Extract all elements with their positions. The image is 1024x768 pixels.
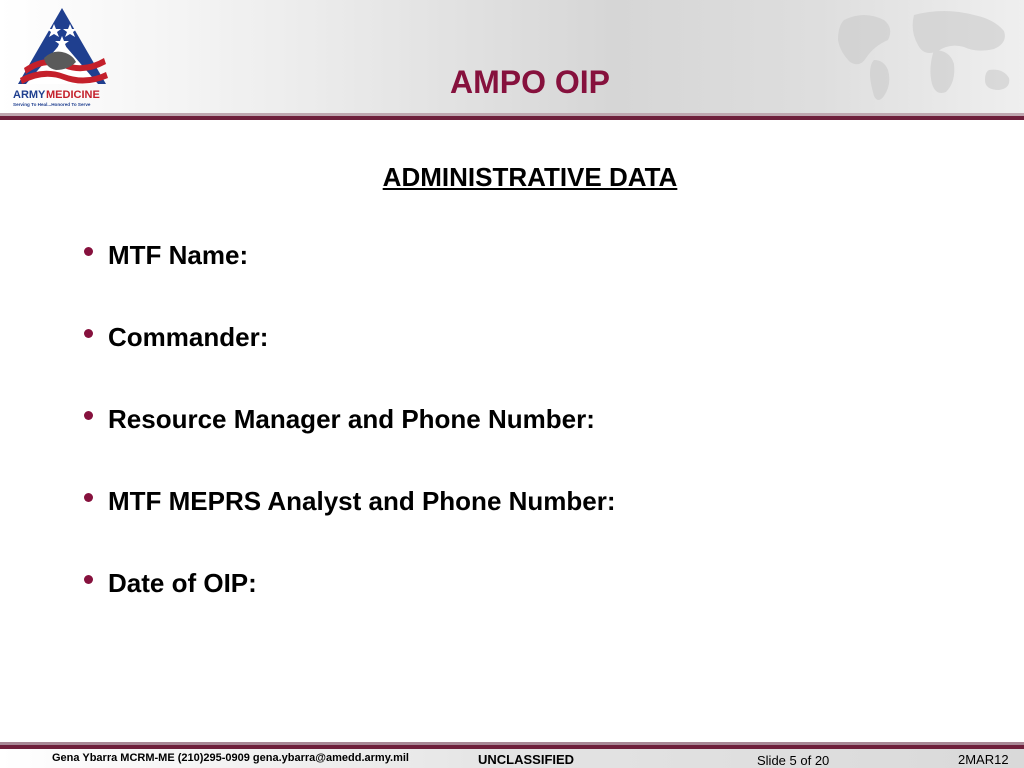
bullet-text: Resource Manager and Phone Number: (108, 404, 595, 434)
bullet-icon (84, 493, 93, 502)
bullet-icon (84, 247, 93, 256)
slide-footer (0, 749, 1024, 768)
slide-title: AMPO OIP (449, 64, 610, 100)
logo-tagline: Serving To Heal...Honored To Serve (13, 102, 91, 107)
classification-marking: UNCLASSIFIED (478, 752, 575, 767)
bullet-text: MTF MEPRS Analyst and Phone Number: (108, 486, 616, 516)
bullet-icon (84, 329, 93, 338)
bullet-text: Commander: (108, 322, 269, 352)
slide-number: Slide 5 of 20 (757, 753, 830, 768)
logo-wordmark-army: ARMY (13, 89, 46, 101)
header-divider (0, 116, 1024, 120)
bullet-icon (84, 411, 93, 420)
bullet-text: MTF Name: (108, 240, 249, 270)
slide-header (0, 0, 1024, 113)
bullet-text: Date of OIP: (108, 568, 257, 598)
army-medicine-logo (10, 6, 114, 110)
slide-date: 2MAR12 (958, 752, 1009, 767)
bullet-icon (84, 575, 93, 584)
section-heading: ADMINISTRATIVE DATA (382, 162, 678, 192)
footer-contact: Gena Ybarra MCRM-ME (210)295-0909 gena.ybarra@amedd.army.mil (52, 752, 409, 764)
world-map-watermark (824, 0, 1024, 113)
logo-wordmark-medicine: MEDICINE (46, 89, 100, 101)
